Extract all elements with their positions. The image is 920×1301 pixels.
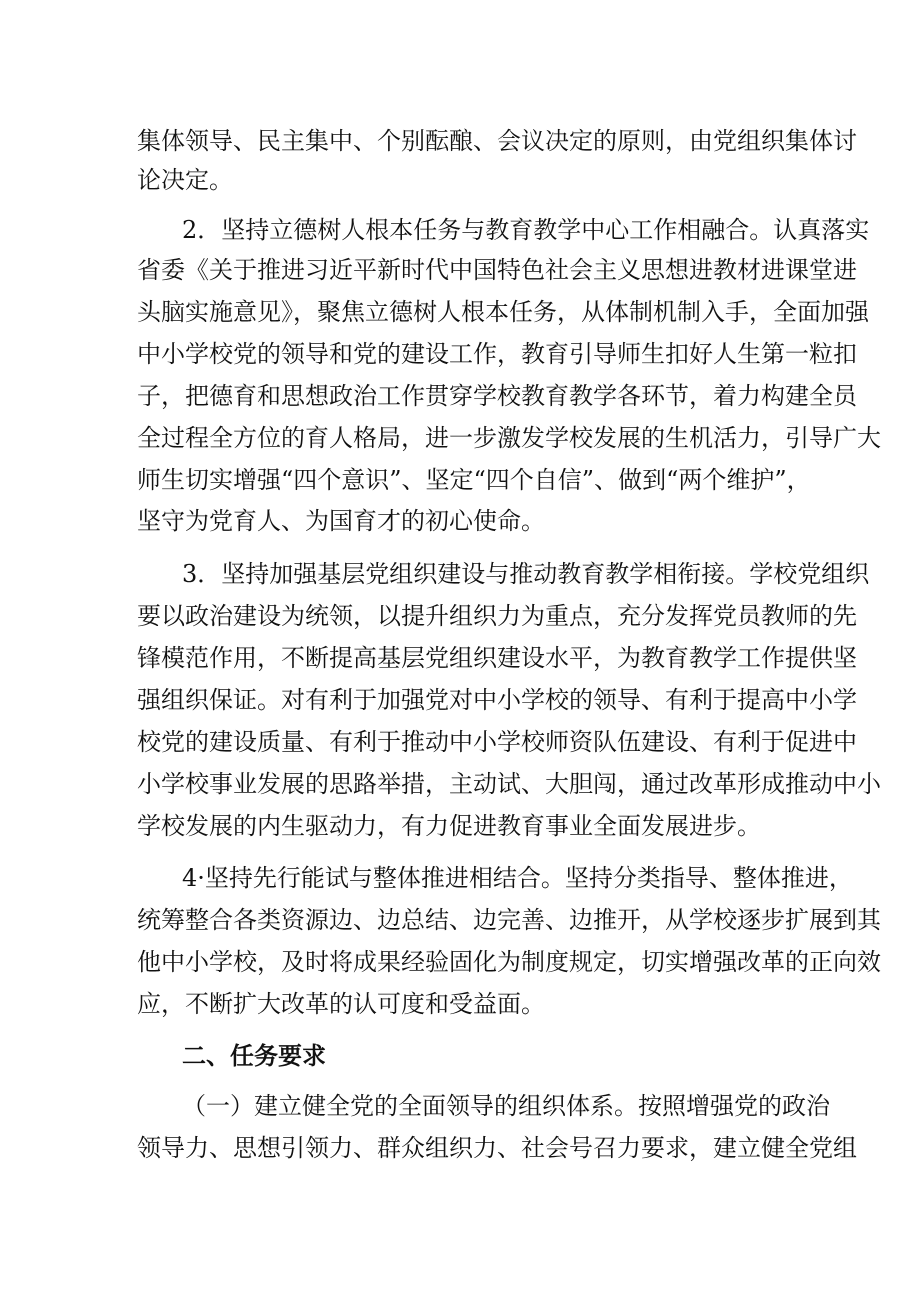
paragraph-line: 强组织保证。对有利于加强党对中小学校的领导、有利于提高中小学 (137, 686, 857, 714)
paragraph-line: 头脑实施意见》，聚焦立德树人根本任务，从体制机制入手，全面加强 (137, 298, 869, 326)
paragraph-line: 子，把德育和思想政治工作贯穿学校教育教学各环节，着力构建全员 (137, 382, 857, 410)
paragraph-line: 锋模范作用，不断提高基层党组织建设水平，为教育教学工作提供坚 (137, 644, 857, 672)
paragraph-line: 3．坚持加强基层党组织建设与推动教育教学相衔接。学校党组织 (182, 560, 870, 588)
paragraph-line: 他中小学校，及时将成果经验固化为制度规定，切实增强改革的正向效 (137, 948, 881, 976)
paragraph-line: 2．坚持立德树人根本任务与教育教学中心工作相融合。认真落实 (182, 216, 870, 244)
paragraph-line: 论决定。 (137, 166, 233, 194)
paragraph-line: 领导力、思想引领力、群众组织力、社会号召力要求，建立健全党组 (137, 1134, 857, 1162)
paragraph-line: 全过程全方位的育人格局，进一步激发学校发展的生机活力，引导广大 (137, 424, 881, 452)
paragraph-line: 学校发展的内生驱动力，有力促进教育事业全面发展进步。 (137, 812, 761, 840)
paragraph-line: 4·坚持先行能试与整体推进相结合。坚持分类指导、整体推进， (182, 864, 853, 892)
paragraph-line: 校党的建设质量、有利于推动中小学校师资队伍建设、有利于促进中 (137, 728, 857, 756)
paragraph-line: 省委《关于推进习近平新时代中国特色社会主义思想进教材进课堂进 (137, 256, 857, 284)
paragraph-line: 中小学校党的领导和党的建设工作，教育引导师生扣好人生第一粒扣 (137, 340, 857, 368)
paragraph-line: （一）建立健全党的全面领导的组织体系。按照增强党的政治 (182, 1092, 830, 1120)
section-heading: 二、任务要求 (182, 1041, 326, 1070)
paragraph-line: 统筹整合各类资源边、边总结、边完善、边推开，从学校逐步扩展到其 (137, 906, 881, 934)
paragraph-line: 应，不断扩大改革的认可度和受益面。 (137, 990, 545, 1018)
paragraph-line: 小学校事业发展的思路举措，主动试、大胆闯，通过改革形成推动中小 (137, 770, 881, 798)
paragraph-line: 要以政治建设为统领，以提升组织力为重点，充分发挥党员教师的先 (137, 602, 857, 630)
paragraph-line: 师生切实增强“四个意识”、坚定“四个自信”、做到“两个维护”， (137, 466, 811, 494)
paragraph-line: 坚守为党育人、为国育才的初心使命。 (137, 507, 545, 535)
paragraph-line: 集体领导、民主集中、个别酝酿、会议决定的原则，由党组织集体讨 (137, 127, 857, 155)
